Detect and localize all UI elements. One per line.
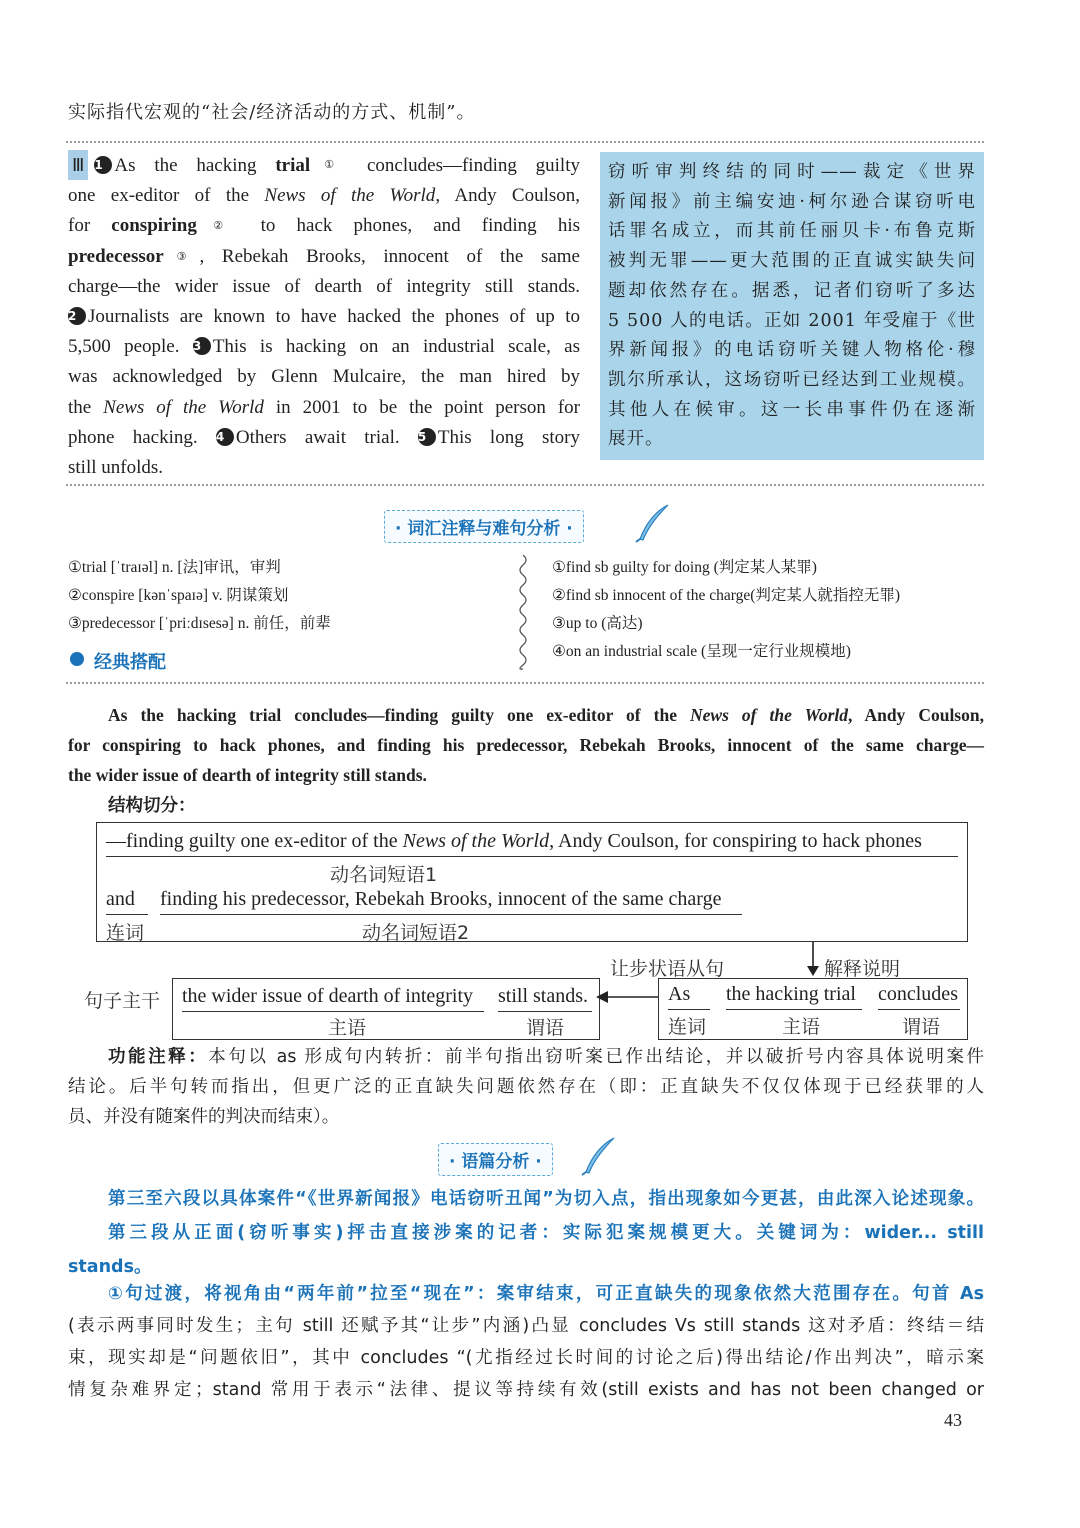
clause-conjunction-label: 连词 <box>668 1016 707 1038</box>
passage <box>68 150 580 483</box>
translation-line: 展开。 <box>608 429 664 450</box>
vocab-item: ②conspire [kənˈspaɪə] v. 阴谋策划 <box>68 587 289 604</box>
footnote-mark: ② <box>196 220 240 233</box>
main-subject: the wider issue of dearth of integrity <box>182 985 474 1007</box>
discourse-badge: · 语篇分析 · <box>438 1143 553 1176</box>
explain-label: 解释说明 <box>824 958 901 980</box>
collocation-heading: 经典搭配 <box>94 652 166 673</box>
quill-icon <box>632 503 672 543</box>
wavy-divider <box>516 555 530 670</box>
underline <box>726 1009 862 1010</box>
clause-verb: concludes <box>878 983 958 1005</box>
analysis-paragraph <box>68 1278 984 1406</box>
text: ①句过渡，将视角由“两年前”拉至“现在”：案审结束，可正直缺失的现象依然大范围存在。句首 As <box>108 1284 984 1304</box>
arrow-down-icon <box>803 942 823 978</box>
collocation-item: ③up to (高达) <box>552 615 643 632</box>
gerund-phrase-1-label: 动名词短语1 <box>330 864 438 886</box>
quill-icon <box>578 1136 618 1176</box>
text: , Rebekah Brooks, innocent of the same <box>199 245 580 267</box>
translation-line: 凯尔所承认，这场窃听已经达到工业规模。 <box>608 369 976 390</box>
analysis-line: 束，现实却是“问题依旧”，其中 concludes “(尤指经过长时间的讨论之后)得出结论/作出判决”，暗示案 <box>68 1348 984 1368</box>
passage-line-9: the News of the World in 2001 to be the point person for <box>68 396 580 418</box>
passage-line-3 <box>68 211 580 241</box>
divider <box>66 682 984 684</box>
passage-line-7: 5,500 people. 3 This is hacking on an industrial scale, as <box>68 336 580 358</box>
translation-line: 新闻报》前主编安迪·柯尔逊合谋窃听电 <box>608 191 976 212</box>
bullet-icon <box>70 652 84 666</box>
clause-verb-label: 谓语 <box>902 1016 941 1038</box>
function-note-line: 员、并没有随案件的判决而结束）。 <box>68 1107 340 1127</box>
translation-line: 界新闻报》的电话窃听关键人物格伦·穆 <box>608 340 976 361</box>
collocation-item: ①find sb guilty for doing (判定某人某罪) <box>552 559 817 576</box>
translation-line: 5 500 人的电话。正如 2001 年受雇于《世 <box>608 310 976 331</box>
translation-line: 其他人在候审。这一长串事件仍在逐渐 <box>608 399 976 420</box>
clause-subject-label: 主语 <box>782 1016 821 1038</box>
divider <box>66 484 984 486</box>
concessive-label: 让步状语从句 <box>610 958 725 980</box>
vocab-item: ③predecessor [ˈpriːdɪsesə] n. 前任，前辈 <box>68 615 331 632</box>
clause-subject: the hacking trial <box>726 983 856 1005</box>
analysis-line <box>68 1278 984 1310</box>
top-line: 实际指代宏观的“社会/经济活动的方式、机制”。 <box>68 102 476 123</box>
divider <box>66 141 984 143</box>
gerund-phrase-2: finding his predecessor, Rebekah Brooks, innocent of the same charge <box>160 888 722 910</box>
sentence-number: 3 <box>193 337 211 355</box>
sentence-number: 4 <box>216 428 234 446</box>
sentence-number: 1 <box>94 156 112 174</box>
passage-line-11: still unfolds. <box>68 457 164 479</box>
analysis-line: 情复杂难界定；stand 常用于表示“法律、提议等持续有效(still exists and has not been changed or <box>68 1380 984 1400</box>
gerund-phrase-2-label: 动名词短语2 <box>362 922 470 944</box>
page-number: 43 <box>944 1410 962 1430</box>
discourse-line: 第三至六段以具体案件“《世界新闻报》电话窃听丑闻”为切入点，指出现象如今更甚，由此深入论述现象。 <box>108 1189 984 1209</box>
function-note-label: 功能注释： <box>108 1047 209 1067</box>
keyword: predecessor <box>68 245 164 267</box>
passage-line-2: one ex-editor of the News of the World, Andy Coulson, <box>68 185 580 207</box>
underline <box>106 856 958 857</box>
footnote-mark: ③ <box>163 250 200 263</box>
translation-line: 被判无罪——更大范围的正直诚实缺失问 <box>608 251 976 272</box>
clause-conjunction: As <box>668 983 691 1005</box>
structure-label: 结构切分： <box>108 796 196 816</box>
discourse-summary <box>68 1182 984 1284</box>
gerund-phrase-1: —finding guilty one ex-editor of the News of the World, Andy Coulson, for conspiring to hack phones <box>106 830 922 852</box>
discourse-line: 第三段从正面(窃听事实)抨击直接涉案的记者：实际犯案规模更大。关键词为：wider... still <box>108 1223 984 1243</box>
conjunction-label: 连词 <box>106 922 145 944</box>
underline <box>160 914 742 915</box>
text: concludes—finding guilty <box>348 155 580 176</box>
passage-line-6 <box>68 302 580 332</box>
function-note-line: 结论。后半句转而指出，但更广泛的正直缺失问题依然存在（即：正直缺失不仅仅体现于已经获罪的人 <box>68 1077 984 1097</box>
main-predicate-label: 谓语 <box>526 1017 565 1039</box>
text: for <box>68 215 112 237</box>
passage-line-10: phone hacking. 4 Others await trial. 5 This long story <box>68 426 580 448</box>
keyword: conspiring <box>111 215 197 237</box>
main-predicate: still stands. <box>498 985 589 1007</box>
sentence-number: 2 <box>68 307 86 325</box>
collocation-item: ②find sb innocent of the charge(判定某人就指控无罪) <box>552 587 901 604</box>
translation-box <box>600 152 984 460</box>
conjunction: and <box>106 888 135 910</box>
passage-line-1 <box>68 150 580 181</box>
vocab-badge: · 词汇注释与难句分析 · <box>384 510 584 543</box>
vocab-item: ①trial [ˈtraɪəl] n. [法]审讯，审判 <box>68 559 281 576</box>
arrow-left-icon <box>594 987 658 1007</box>
bold-sentence-line: the wider issue of dearth of integrity still stands. <box>68 765 427 785</box>
discourse-line: stands。 <box>68 1257 152 1277</box>
collocation-item: ④on an industrial scale (呈现一定行业规模地) <box>552 643 851 660</box>
keyword: trial <box>275 155 311 176</box>
roman-numeral: Ⅲ <box>68 150 88 180</box>
bold-sentence-line: for conspiring to hack phones, and finding his predecessor, Rebekah Brooks, innocent of the same charge— <box>68 735 984 755</box>
text: As the hacking <box>114 155 276 176</box>
sentence-number: 5 <box>418 428 436 446</box>
bold-sentence <box>68 700 984 790</box>
passage-line-4 <box>68 242 580 272</box>
bold-sentence-line: As the hacking trial concludes—finding guilty one ex-editor of the News of the World, Andy Coulson, <box>108 705 984 725</box>
underline <box>498 1011 592 1012</box>
text: 本句以 as 形成句内转折：前半句指出窃听案已作出结论，并以破折号内容具体说明案件 <box>208 1047 984 1067</box>
function-note-line <box>68 1042 984 1072</box>
underline <box>182 1011 484 1012</box>
translation-line: 话罪名成立，而其前任丽贝卡·布鲁克斯 <box>608 221 976 242</box>
main-label: 句子主干 <box>84 990 161 1012</box>
text: to hack phones, and finding his <box>239 215 580 237</box>
passage-line-8: was acknowledged by Glenn Mulcaire, the man hired by <box>68 366 580 388</box>
underline <box>878 1009 960 1010</box>
text: Journalists are known to have hacked the phones of up to <box>88 306 580 328</box>
footnote-mark: ① <box>310 159 349 171</box>
analysis-line: (表示两事同时发生；主句 still 还赋予其“让步”内涵)凸显 concludes Vs still stands 这对矛盾：终结＝结 <box>68 1316 984 1336</box>
translation-line: 题却依然存在。据悉，记者们窃听了多达 <box>608 280 976 301</box>
passage-line-5: charge—the wider issue of dearth of integrity still stands. <box>68 275 580 297</box>
underline <box>668 1009 710 1010</box>
main-subject-label: 主语 <box>328 1017 367 1039</box>
translation-line: 窃听审判终结的同时——裁定《世界 <box>608 162 976 182</box>
underline <box>106 914 148 915</box>
function-note <box>68 1042 984 1132</box>
